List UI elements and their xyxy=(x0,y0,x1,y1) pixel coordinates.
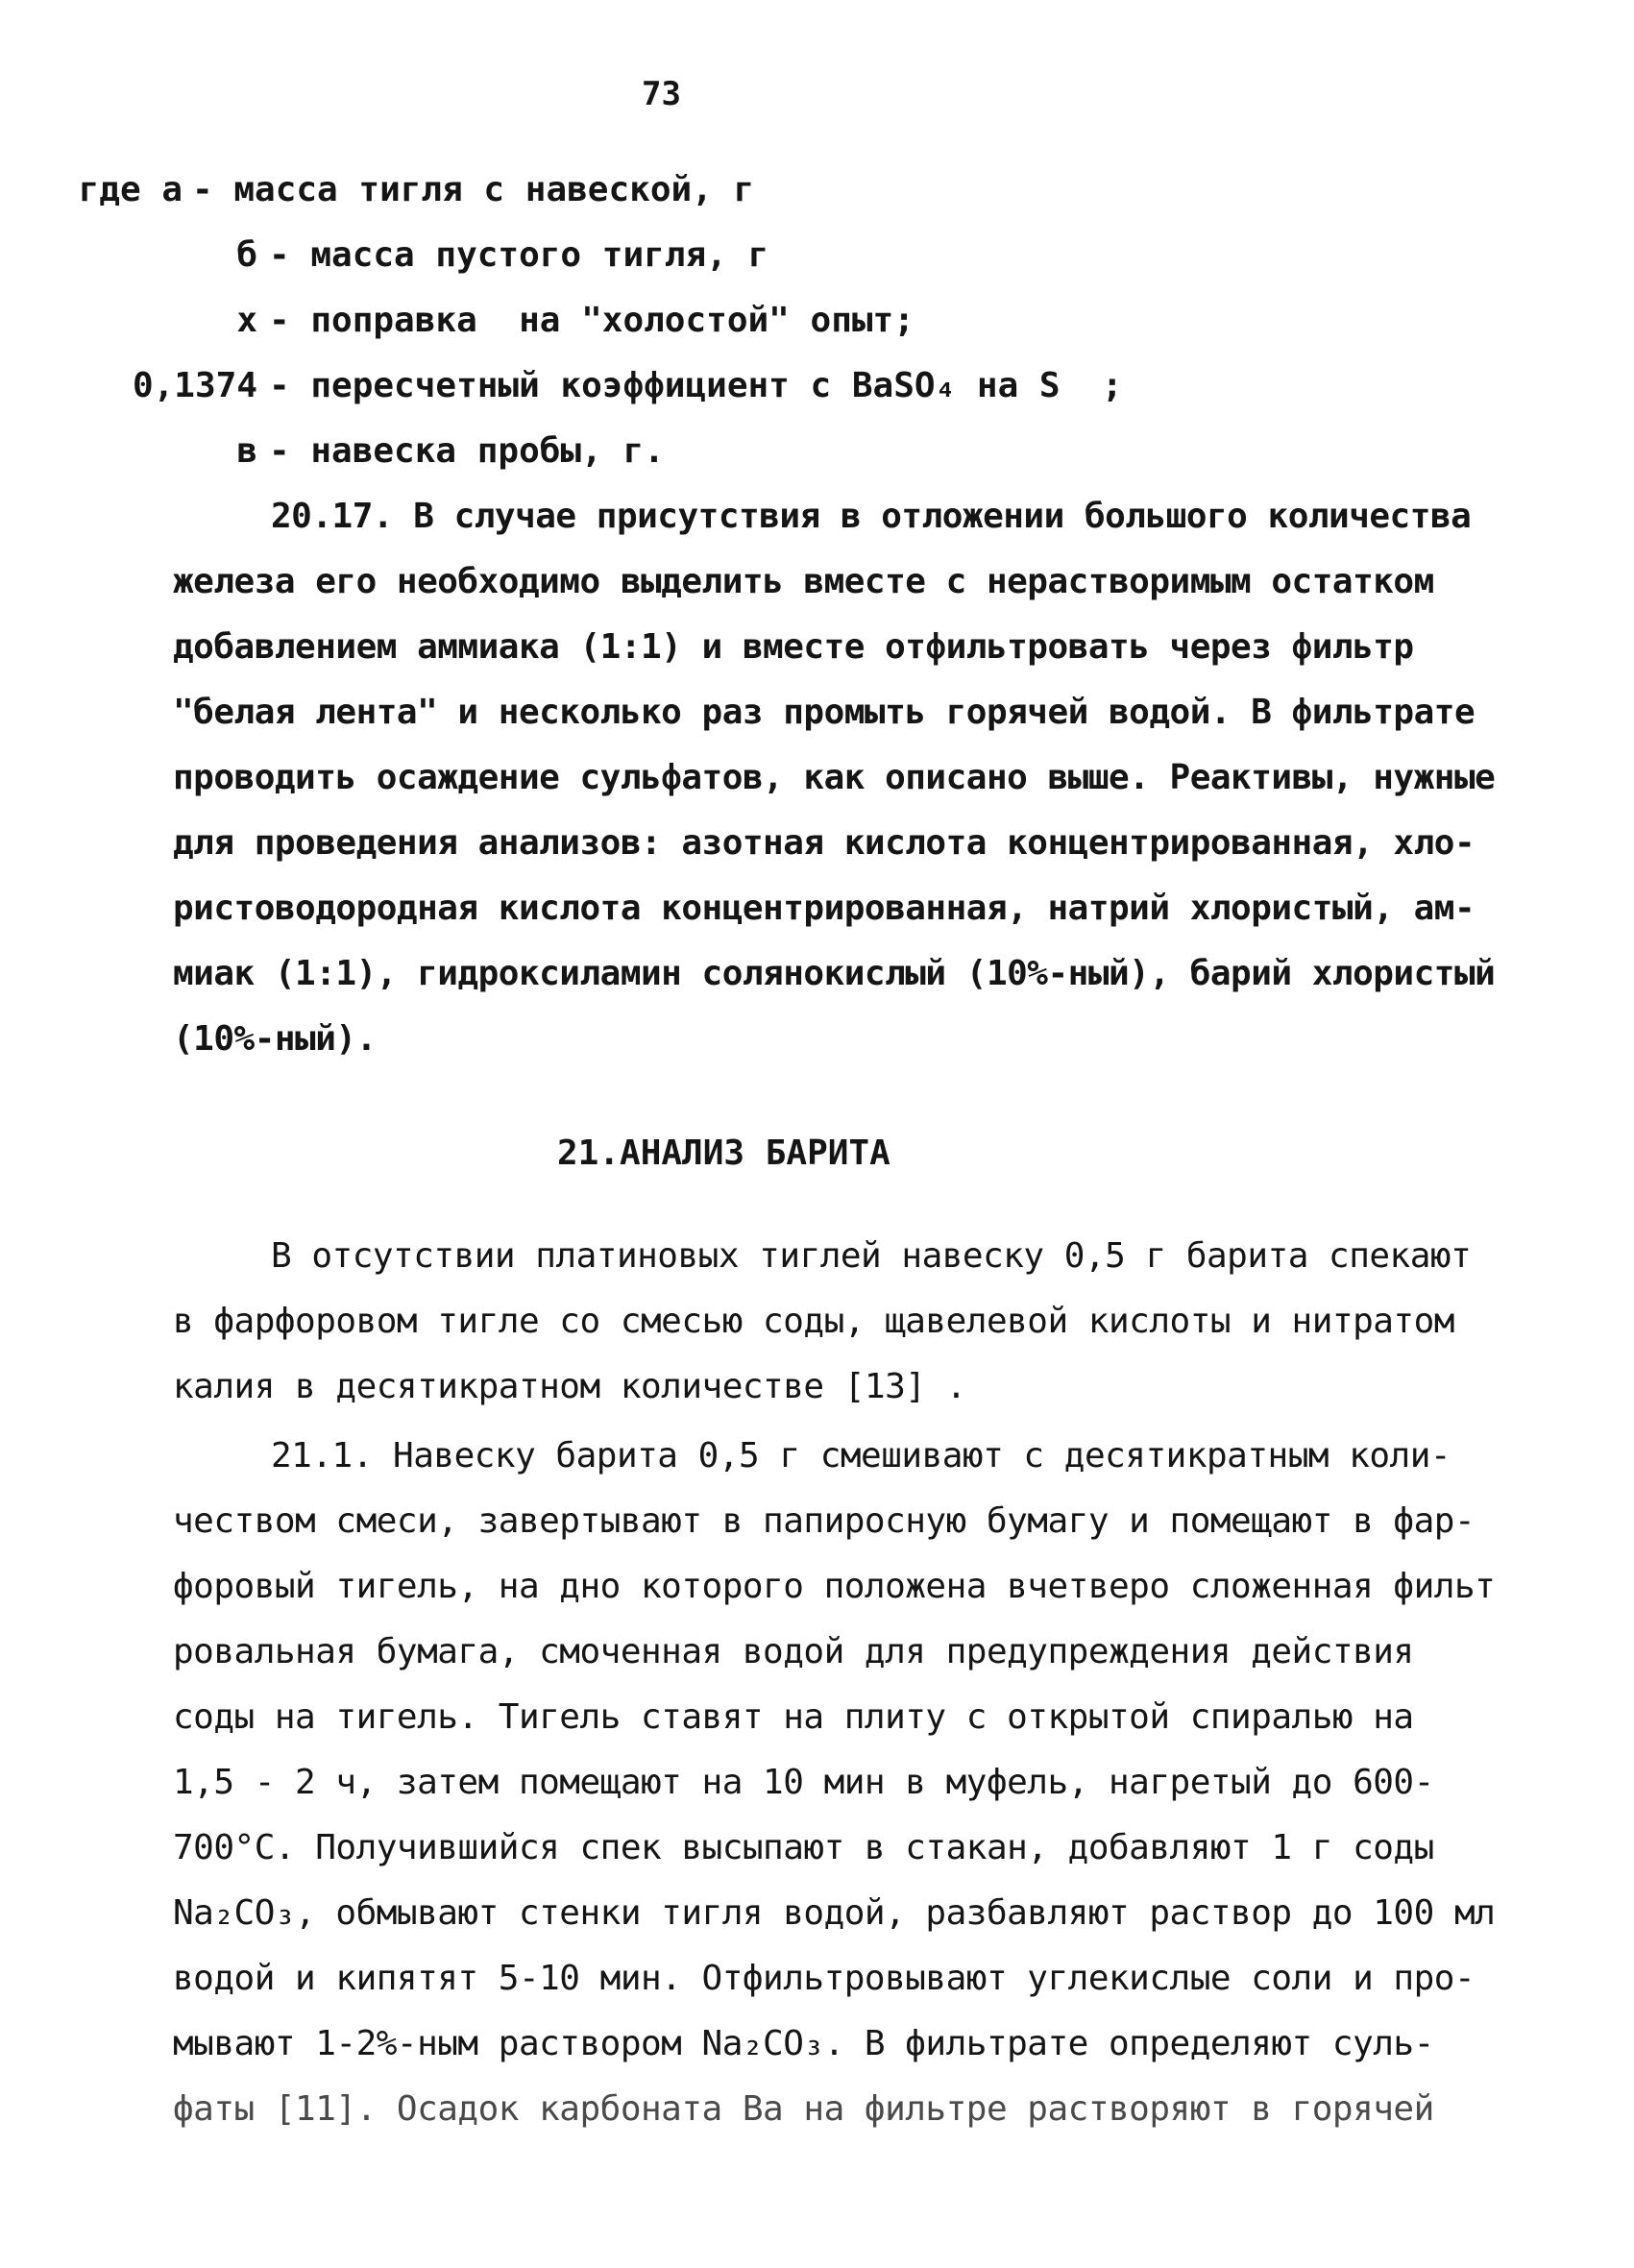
text-line: Na₂CO₃, обмывают стенки тигля водой, разбавляют раствор до 100 мл xyxy=(173,1893,1496,1933)
text-line: соды на тигель. Тигель ставят на плиту с открытой спиралью на xyxy=(173,1697,1414,1737)
definition-value: - навеска пробы, г. xyxy=(269,431,665,471)
definition-key: 0,1374 xyxy=(132,366,257,405)
text-line: 21.1. Навеску барита 0,5 г смешивают с десятикратным коли- xyxy=(271,1436,1451,1475)
text-line: в фарфоровом тигле со смесью соды, щавелевой кислоты и нитратом xyxy=(173,1302,1454,1341)
text-line: для проведения анализов: азотная кислота концентрированная, хло- xyxy=(173,823,1475,863)
text-line: 1,5 - 2 ч, затем помещают на 10 мин в муфель, нагретый до 600- xyxy=(173,1763,1434,1802)
text-line: миак (1:1), гидроксиламин солянокислый (10%-ный), барий хлористый xyxy=(173,954,1496,993)
text-line: фаты [11]. Осадок карбоната Ва на фильтре растворяют в горячей xyxy=(173,2089,1434,2129)
definition-key: б xyxy=(236,235,257,275)
text-line: водой и кипятят 5-10 мин. Отфильтровывают углекислые соли и про- xyxy=(173,1959,1475,1998)
definition-key: х xyxy=(236,301,257,340)
definition-value: - масса пустого тигля, г xyxy=(269,235,769,275)
text-line: мывают 1-2%-ным раствором Na₂CO₃. В фильтрате определяют суль- xyxy=(173,2024,1434,2063)
text-line: форовый тигель, на дно которого положена вчетверо сложенная фильт xyxy=(173,1567,1496,1606)
definition-value: - масса тигля с навеской, г xyxy=(192,170,755,209)
definition-key: в xyxy=(236,431,257,471)
text-line: (10%-ный). xyxy=(173,1019,377,1059)
text-line: "белая лента" и несколько раз промыть горячей водой. В фильтрате xyxy=(173,693,1475,732)
text-line: калия в десятикратном количестве [13] . xyxy=(173,1367,966,1406)
text-line: чеством смеси, завертывают в папиросную бумагу и помещают в фар- xyxy=(173,1501,1475,1541)
page-number: 73 xyxy=(642,75,681,113)
definition-key: где а xyxy=(78,170,183,209)
section-heading: 21.АНАЛИЗ БАРИТА xyxy=(557,1134,890,1173)
text-line: 700°С. Получившийся спек высыпают в стакан, добавляют 1 г соды xyxy=(173,1828,1434,1867)
text-line: ристоводородная кислота концентрированная, натрий хлористый, ам- xyxy=(173,889,1475,928)
definition-value: - поправка на "холостой" опыт; xyxy=(269,301,915,340)
text-line: добавлением аммиака (1:1) и вместе отфильтровать через фильтр xyxy=(173,627,1414,667)
text-line: железа его необходимо выделить вместе с нерастворимым остатком xyxy=(173,562,1434,601)
text-line: проводить осаждение сульфатов, как описано выше. Реактивы, нужные xyxy=(173,758,1496,797)
definition-value: - пересчетный коэффициент с BaSO₄ на S ; xyxy=(269,366,1123,405)
text-line: ровальная бумага, смоченная водой для предупреждения действия xyxy=(173,1632,1414,1671)
text-line: В отсутствии платиновых тиглей навеску 0,5 г барита спекают xyxy=(271,1236,1472,1276)
text-line: 20.17. В случае присутствия в отложении большого количества xyxy=(271,497,1472,536)
